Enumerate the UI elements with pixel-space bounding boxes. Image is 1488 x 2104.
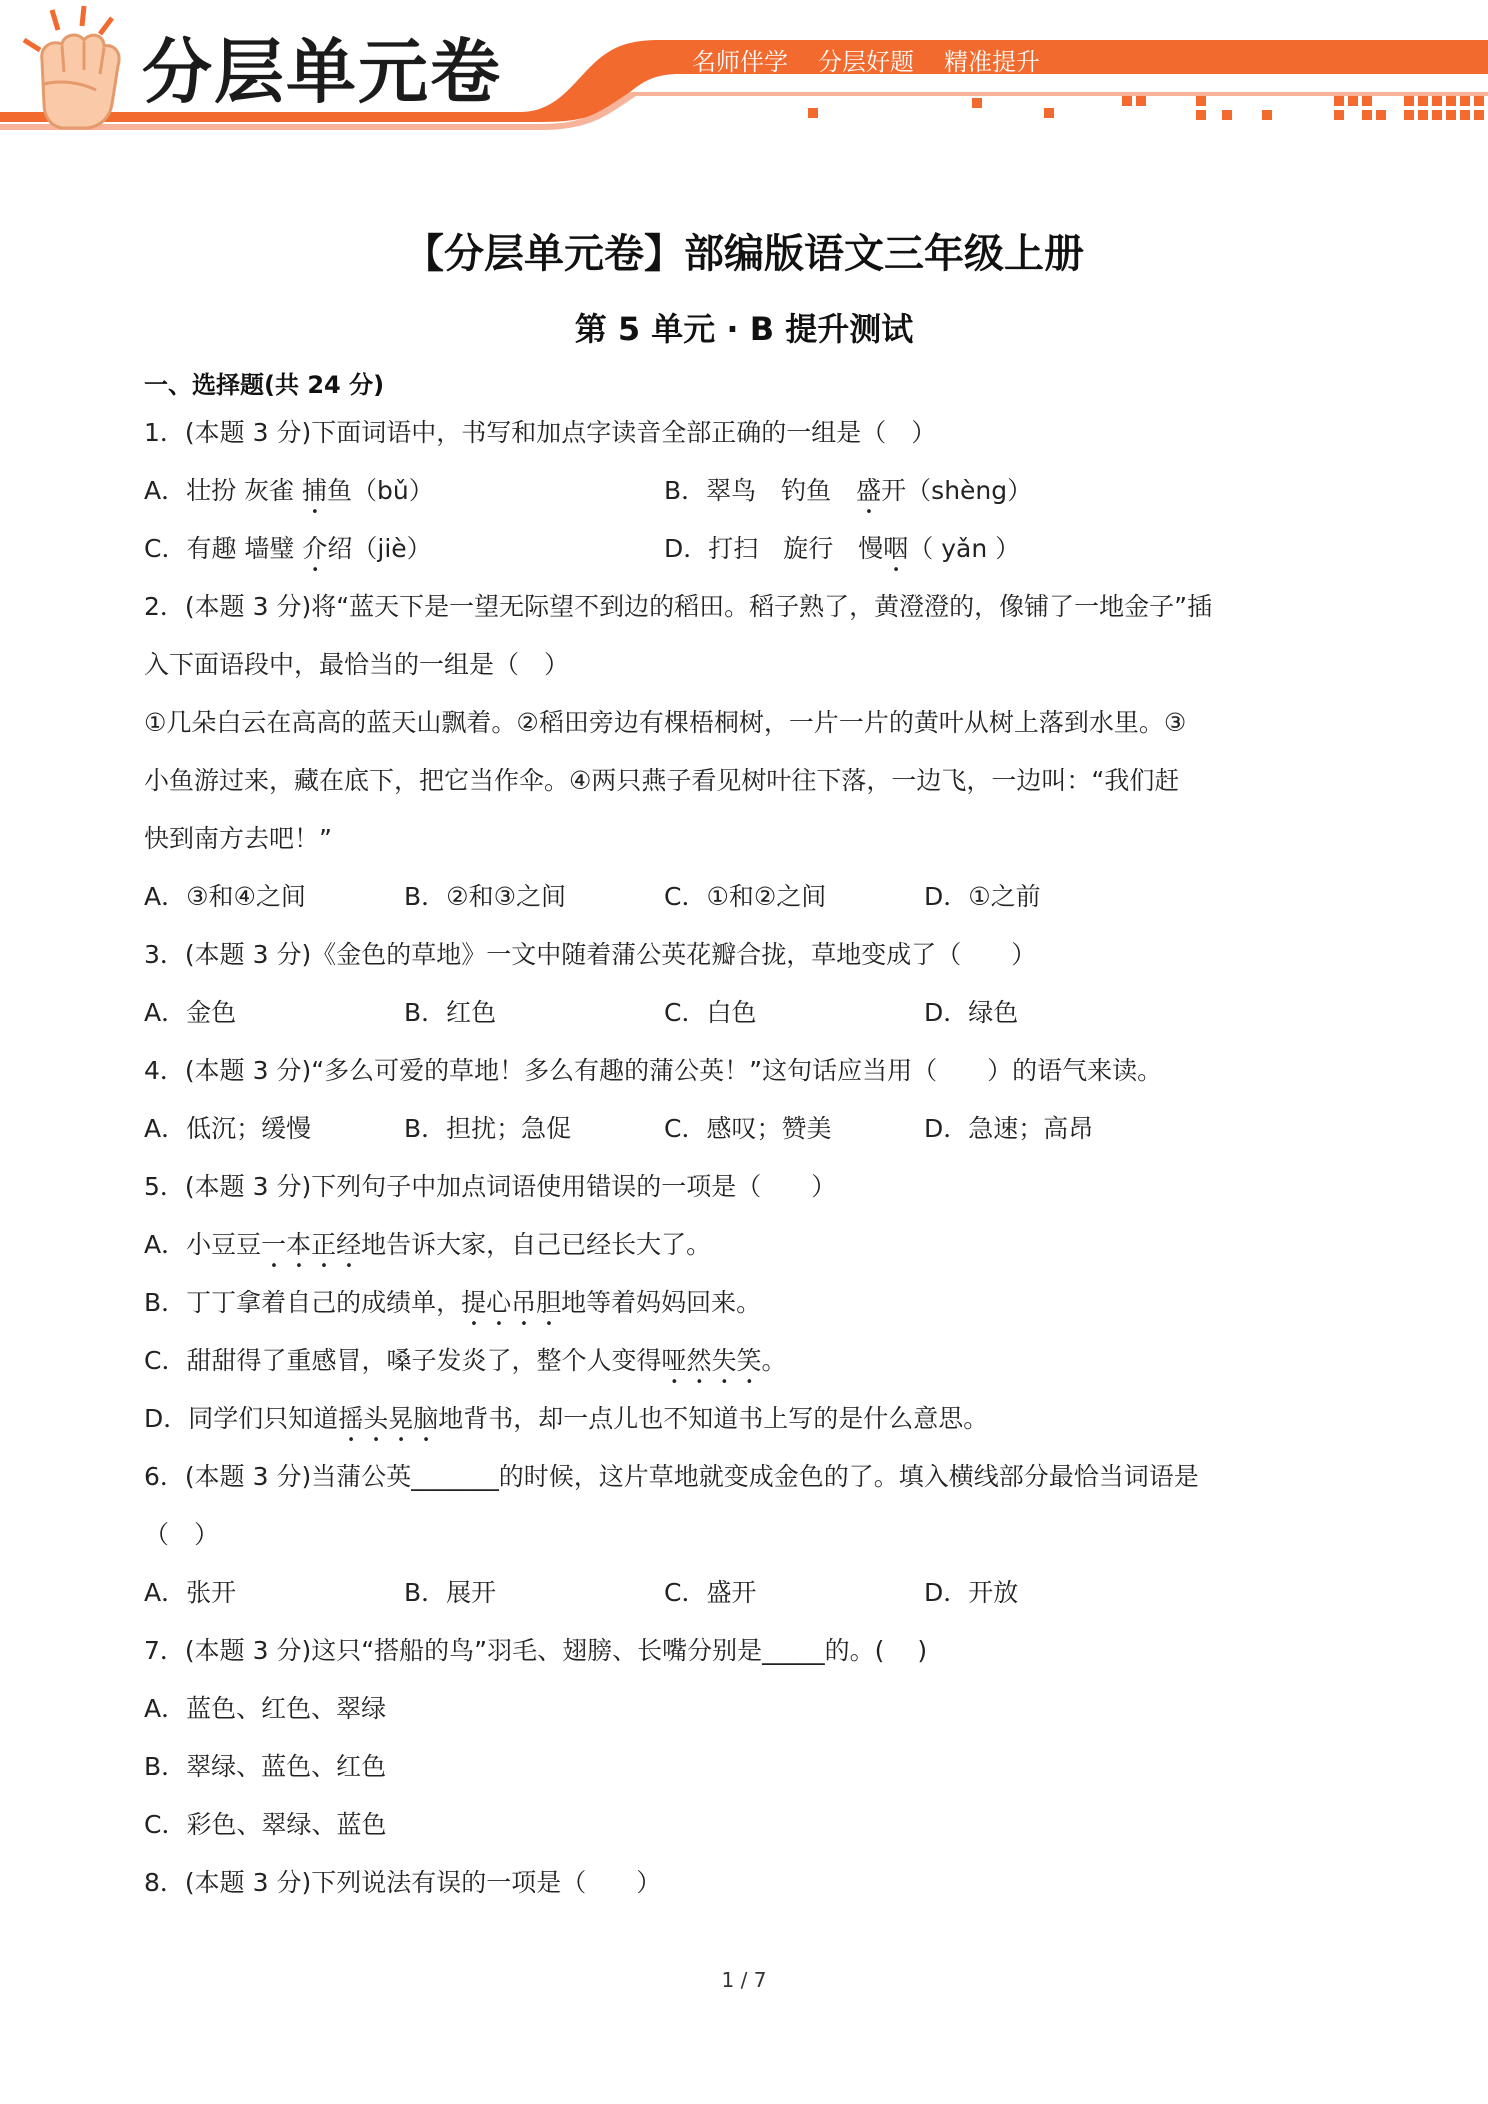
question-6-stem: 6．(本题 3 分)当蒲公英_______的时候，这片草地就变成金色的了。填入横线部分最恰当词语是	[144, 1462, 1199, 1491]
question-2-line: 入下面语段中，最恰当的一组是（ ）	[144, 650, 570, 679]
question-1-option-a	[144, 462, 664, 520]
question-1-option-c	[144, 520, 664, 578]
question-2-passage-line: 小鱼游过来，藏在底下，把它当作伞。④两只燕子看见树叶往下落，一边飞，一边叫：“我们赶	[144, 766, 1180, 795]
dotted-char: 介	[302, 534, 328, 563]
question-6-option-b: B．展开	[404, 1578, 497, 1607]
question-3-option-c: C．白色	[664, 998, 757, 1027]
question-4-stem: 4．(本题 3 分)“多么可爱的草地！多么有趣的蒲公英！”这句话应当用（ ）的语气来读。	[144, 1056, 1163, 1085]
question-2-options	[144, 868, 1254, 926]
option-text: B．翠鸟 钓鱼	[664, 476, 857, 505]
question-7-stem: 7．(本题 3 分)这只“搭船的鸟”羽毛、翅膀、长嘴分别是_____的。( )	[144, 1636, 928, 1665]
question-7-option-b: B．翠绿、蓝色、红色	[144, 1752, 387, 1781]
fist-icon	[24, 6, 119, 128]
question-4-option-c: C．感叹；赞美	[664, 1114, 832, 1143]
option-text: 开（shèng）	[881, 476, 1033, 505]
question-3-option-d: D．绿色	[924, 998, 1019, 1027]
brand-title: 分层单元卷	[142, 31, 502, 113]
page-number: 1 / 7	[721, 1968, 767, 1992]
option-text: 绍（jiè）	[327, 534, 432, 563]
question-4-option-a: A．低沉；缓慢	[144, 1114, 312, 1143]
slogan-3: 精准提升	[944, 48, 1040, 76]
page-subtitle: 第 5 单元 · B 提升测试	[574, 310, 914, 348]
slogan-2: 分层好题	[818, 48, 914, 76]
option-text: B．丁丁拿着自己的成绩单，	[144, 1288, 462, 1317]
dotted-char: 捕	[302, 476, 328, 505]
question-3-option-b: B．红色	[404, 998, 497, 1027]
dotted-char: 盛	[856, 476, 882, 505]
question-5-option-a	[144, 1216, 1254, 1274]
question-3-stem: 3．(本题 3 分)《金色的草地》一文中随着蒲公英花瓣合拢，草地变成了（ ）	[144, 940, 1037, 969]
option-text: 。	[761, 1346, 787, 1375]
question-2-option-d: D．①之前	[924, 882, 1041, 911]
option-text: 鱼（bǔ）	[327, 476, 434, 505]
section-heading: 一、选择题(共 24 分)	[144, 371, 385, 399]
dotted-phrase: 摇头晃脑	[338, 1404, 439, 1433]
question-3-option-a: A．金色	[144, 998, 237, 1027]
question-2-passage-line: 快到南方去吧！”	[144, 824, 332, 853]
question-1-options-row2	[144, 520, 1254, 578]
question-list	[144, 364, 1254, 1912]
question-6-option-a: A．张开	[144, 1578, 237, 1607]
question-4-option-b: B．担扰；急促	[404, 1114, 572, 1143]
question-2-option-c: C．①和②之间	[664, 882, 827, 911]
dotted-phrase: 哑然失笑	[661, 1346, 762, 1375]
question-1-option-d	[664, 520, 1184, 578]
page-title: 【分层单元卷】部编版语文三年级上册	[404, 231, 1084, 277]
option-text: （ yǎn ）	[908, 534, 1021, 563]
question-2-line: 2．(本题 3 分)将“蓝天下是一望无际望不到边的稻田。稻子熟了，黄澄澄的，像铺了一地金子”插	[144, 592, 1213, 621]
option-text: C．甜甜得了重感冒，嗓子发炎了，整个人变得	[144, 1346, 662, 1375]
question-8-stem: 8．(本题 3 分)下列说法有误的一项是（ ）	[144, 1868, 662, 1897]
question-3-options	[144, 984, 1254, 1042]
question-6-option-c: C．盛开	[664, 1578, 757, 1607]
option-text: 地告诉大家，自己已经长大了。	[361, 1230, 712, 1259]
question-5-option-d	[144, 1390, 1254, 1448]
question-1-options-row1	[144, 462, 1254, 520]
dotted-phrase: 提心吊胆	[461, 1288, 562, 1317]
option-text: A．壮扮 灰雀	[144, 476, 302, 505]
option-text: A．小豆豆	[144, 1230, 262, 1259]
dotted-phrase: 一本正经	[261, 1230, 362, 1259]
question-6-options	[144, 1564, 1254, 1622]
slogan-1: 名师伴学	[692, 48, 788, 76]
question-4-options	[144, 1100, 1254, 1158]
question-1-option-b	[664, 462, 1184, 520]
option-text: 地等着妈妈回来。	[561, 1288, 762, 1317]
header-banner	[0, 0, 1488, 150]
option-text: C．有趣 墙璧	[144, 534, 303, 563]
question-7-option-a: A．蓝色、红色、翠绿	[144, 1694, 387, 1723]
question-2-option-a: A．③和④之间	[144, 882, 306, 911]
dotted-char: 咽	[883, 534, 909, 563]
question-6-stem-cont: （ ）	[144, 1520, 220, 1549]
option-text: D．同学们只知道	[144, 1404, 339, 1433]
question-2-passage-line: ①几朵白云在高高的蓝天山飘着。②稻田旁边有棵梧桐树，一片一片的黄叶从树上落到水里。③	[144, 708, 1187, 737]
option-text: D．打扫 旋行 慢	[664, 534, 884, 563]
question-6-option-d: D．开放	[924, 1578, 1019, 1607]
question-1-stem: 1．(本题 3 分)下面词语中，书写和加点字读音全部正确的一组是（ ）	[144, 418, 937, 447]
question-5-option-c	[144, 1332, 1254, 1390]
question-5-option-b	[144, 1274, 1254, 1332]
question-2-option-b: B．②和③之间	[404, 882, 566, 911]
question-7-option-c: C．彩色、翠绿、蓝色	[144, 1810, 387, 1839]
option-text: 地背书，却一点儿也不知道书上写的是什么意思。	[438, 1404, 989, 1433]
question-5-stem: 5．(本题 3 分)下列句子中加点词语使用错误的一项是（ ）	[144, 1172, 837, 1201]
question-4-option-d: D．急速；高昂	[924, 1114, 1094, 1143]
